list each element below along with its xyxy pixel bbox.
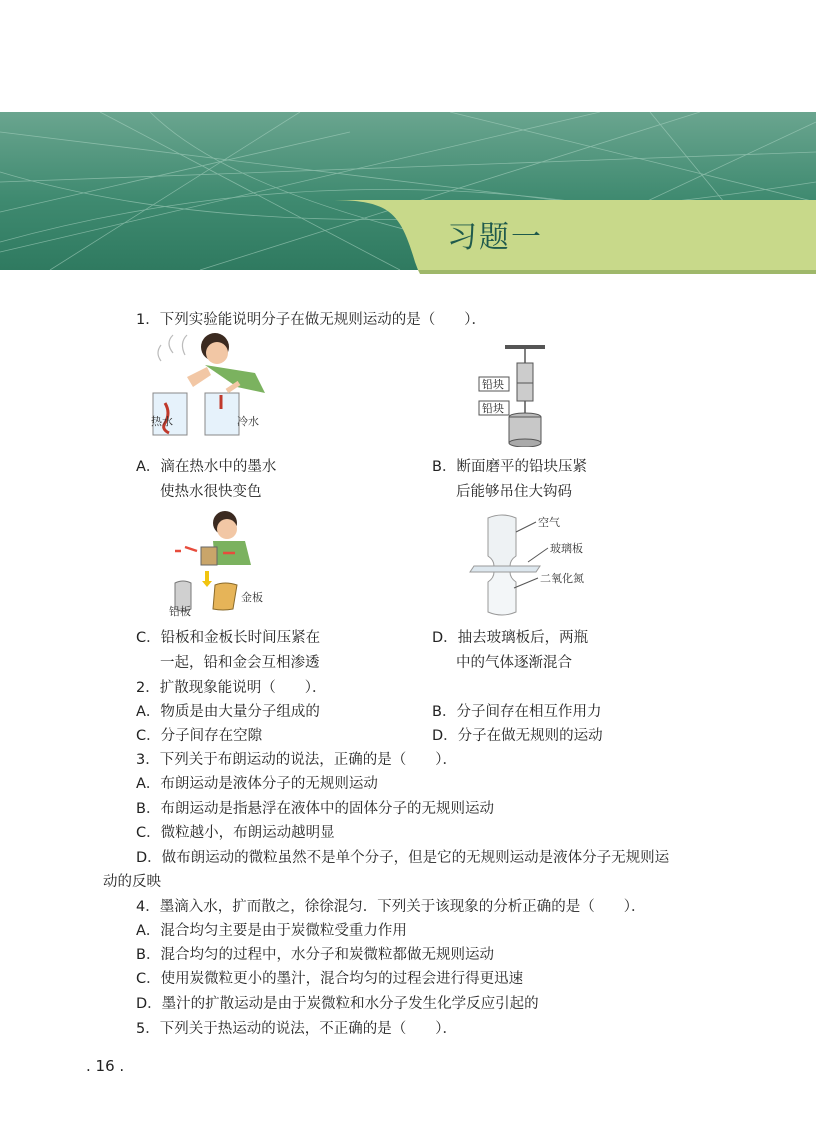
question-4-stem: 4．墨滴入水，扩而散之，徐徐混匀．下列关于该现象的分析正确的是（ ）．	[136, 899, 646, 915]
option-1b	[432, 455, 587, 505]
question-3-stem: 3．下列关于布朗运动的说法，正确的是（ ）．	[136, 752, 457, 768]
option-1a-line1: A．滴在热水中的墨水	[136, 459, 277, 475]
option-1c-line1: C．铅板和金板长时间压紧在	[136, 630, 321, 646]
lead-block-bottom-label: 铅块	[482, 402, 504, 415]
hot-water-label: 热水	[151, 415, 173, 428]
option-3d-line2: 动的反映	[103, 874, 161, 890]
option-1b-line2: 后能够吊住大钩码	[456, 484, 572, 500]
option-1d-line2: 中的气体逐渐混合	[456, 655, 572, 671]
figure-b-lead-blocks	[475, 335, 555, 447]
nitrogen-dioxide-label: 二氧化氮	[540, 572, 584, 585]
figure-d-gas-bottles	[468, 510, 608, 620]
option-1c	[136, 626, 320, 676]
lead-block-top-label: 铅块	[482, 378, 504, 391]
figure-c-lead-gold-plates	[165, 505, 275, 620]
option-3a: A．布朗运动是液体分子的无规则运动	[136, 776, 378, 792]
option-4c: C．使用炭微粒更小的墨汁，混合均匀的过程会进行得更迅速	[136, 971, 524, 987]
figure-a-ink-water	[145, 333, 275, 443]
question-2-stem: 2．扩散现象能说明（ ）．	[136, 680, 327, 696]
page-title: 习题一	[447, 220, 543, 255]
option-1d	[432, 626, 588, 676]
option-2c: C．分子间存在空隙	[136, 728, 263, 744]
option-2d: D．分子在做无规则的运动	[432, 728, 603, 744]
air-label: 空气	[538, 516, 560, 529]
question-5-stem: 5．下列关于热运动的说法，不正确的是（ ）．	[136, 1021, 457, 1037]
title-tab-shape	[0, 112, 816, 282]
option-3d-line1: D．做布朗运动的微粒虽然不是单个分子，但是它的无规则运动是液体分子无规则运	[136, 850, 670, 866]
cold-water-label: 冷水	[237, 415, 259, 428]
option-4d: D．墨汁的扩散运动是由于炭微粒和水分子发生化学反应引起的	[136, 996, 539, 1012]
option-1c-line2: 一起，铅和金会互相渗透	[160, 655, 320, 671]
option-2a: A．物质是由大量分子组成的	[136, 704, 320, 720]
option-4b: B．混合均匀的过程中，水分子和炭微粒都做无规则运动	[136, 947, 494, 963]
glass-plate-label: 玻璃板	[550, 542, 583, 555]
option-1a	[136, 455, 276, 505]
option-2b: B．分子间存在相互作用力	[432, 704, 602, 720]
lead-plate-label: 铅板	[169, 605, 191, 618]
gold-plate-label: 金板	[241, 591, 263, 604]
option-1b-line1: B．断面磨平的铅块压紧	[432, 459, 587, 475]
option-3c: C．微粒越小，布朗运动越明显	[136, 825, 335, 841]
page-number: . 16 .	[86, 1057, 125, 1075]
option-4a: A．混合均匀主要是由于炭微粒受重力作用	[136, 923, 407, 939]
option-1a-line2: 使热水很快变色	[160, 484, 262, 500]
option-3b: B．布朗运动是指悬浮在液体中的固体分子的无规则运动	[136, 801, 494, 817]
question-1-stem: 1．下列实验能说明分子在做无规则运动的是（ ）．	[136, 312, 486, 328]
option-1d-line1: D．抽去玻璃板后，两瓶	[432, 630, 589, 646]
